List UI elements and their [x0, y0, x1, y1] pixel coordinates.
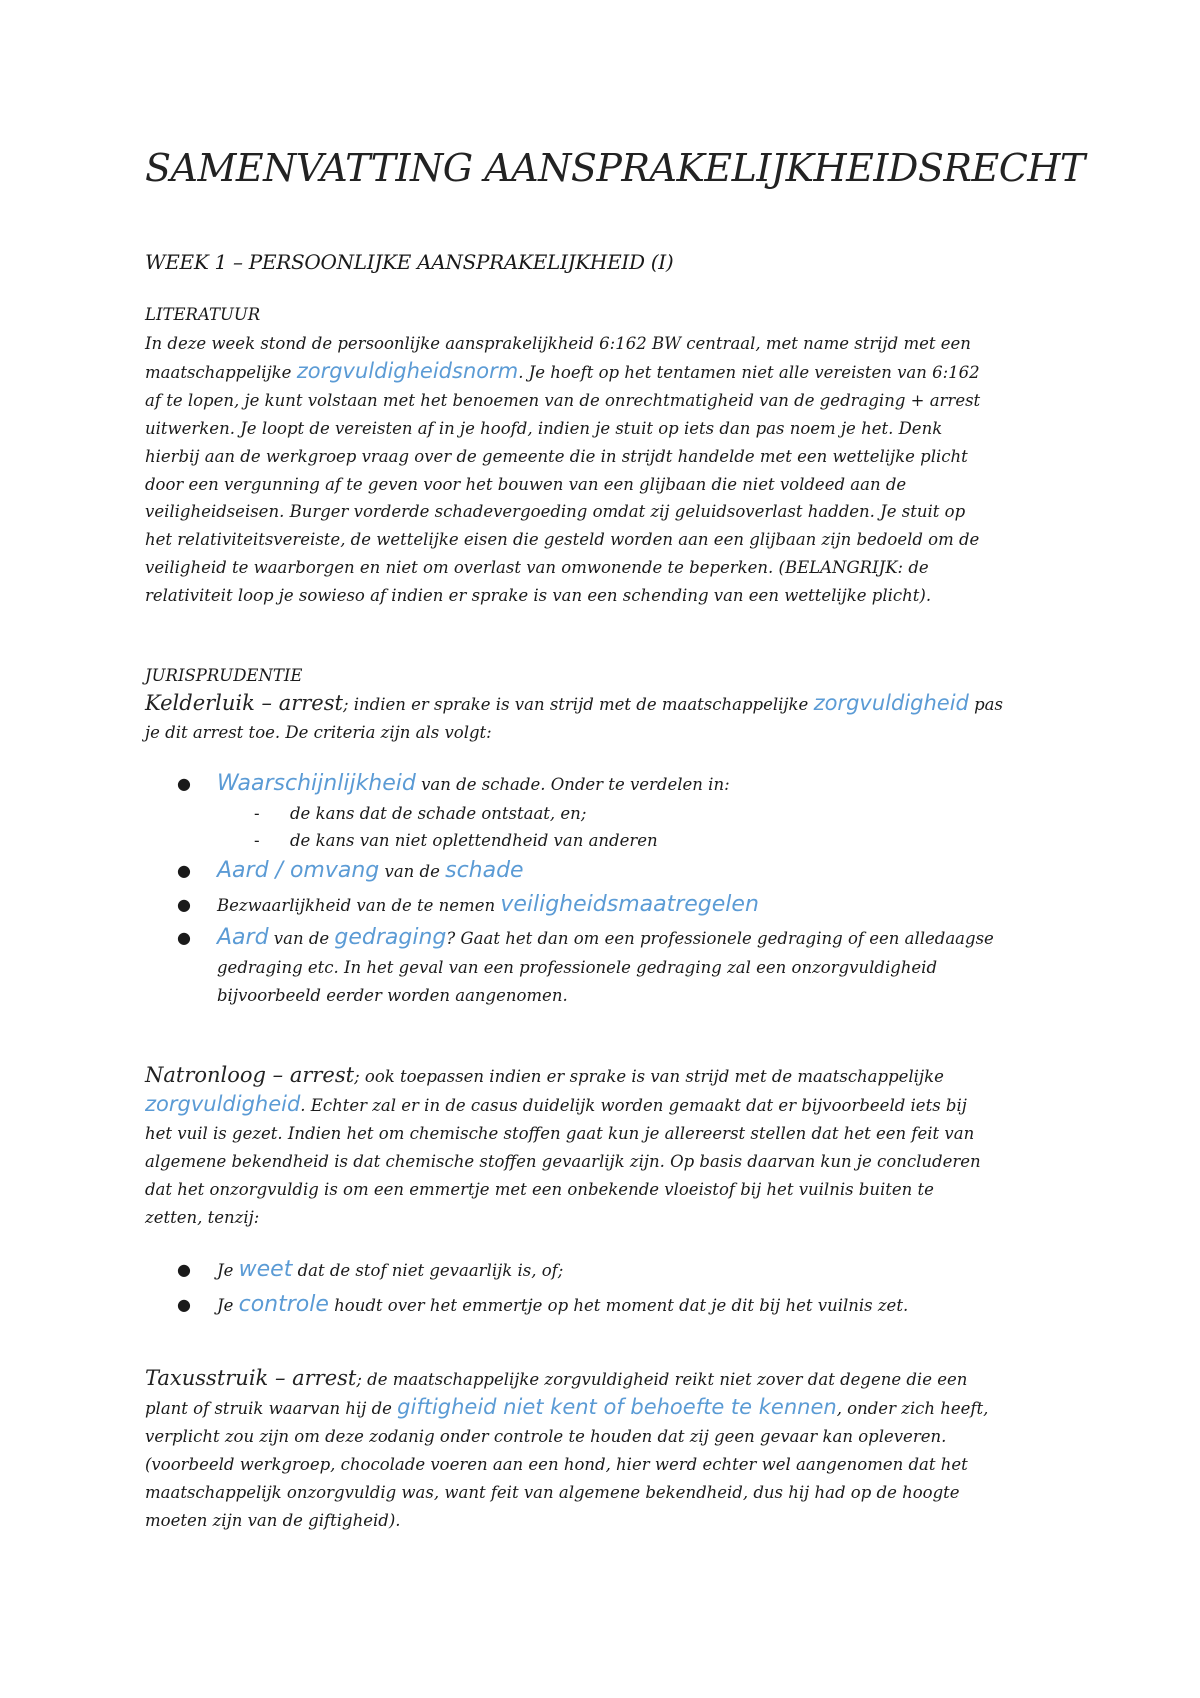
list-item: ● Je weet dat de stof niet gevaarlijk is, of; — [175, 1253, 908, 1288]
kelderluik-paragraph: Kelderluik – arrest; indien er sprake is van strijd met de maatschappelijke zorgvuldigheid pas je dit arrest toe. De criteria zijn als volgt: — [145, 691, 1003, 742]
highlight-term: zorgvuldigheid — [145, 1091, 301, 1116]
bullet-icon: ● — [177, 774, 191, 793]
bullet-icon: ● — [177, 1260, 191, 1279]
list-item: ● Je controle houdt over het emmertje op het moment dat je dit bij het vuilnis zet. — [175, 1288, 908, 1323]
case-name: Taxusstruik – arrest — [145, 1366, 357, 1390]
list-item-continuation: gedraging etc. In het geval van een professionele gedraging zal een onzorgvuldigheid — [217, 958, 938, 977]
sub-list-item: - de kans van niet oplettendheid van anderen — [254, 831, 658, 850]
highlight-term: zorgvuldigheid — [813, 691, 969, 715]
bullet-icon: ● — [177, 895, 191, 914]
list-item: ● Bezwaarlijkheid van de te nemen veiligheidsmaatregelen — [175, 888, 994, 922]
bullet-icon: ● — [177, 1295, 191, 1314]
document-title: SAMENVATTING AANSPRAKELIJKHEIDSRECHT — [145, 146, 1085, 190]
sub-list-item: - de kans dat de schade ontstaat, en; — [254, 804, 587, 823]
kelderluik-criteria-list — [175, 768, 994, 1010]
week-heading: WEEK 1 – PERSOONLIJKE AANSPRAKELIJKHEID (I) — [145, 250, 674, 274]
case-name: Natronloog – arrest — [145, 1063, 355, 1087]
highlight-term: giftigheid niet kent of behoefte te kennen — [397, 1394, 837, 1419]
highlight-term: zorgvuldigheidsnorm — [296, 358, 519, 383]
literature-heading: LITERATUUR — [145, 305, 261, 324]
bullet-icon: ● — [177, 928, 191, 947]
list-item: ● Aard / omvang van de schade — [175, 854, 994, 888]
list-item-continuation: bijvoorbeeld eerder worden aangenomen. — [217, 986, 568, 1005]
jurisprudence-heading: JURISPRUDENTIE — [145, 666, 303, 685]
literature-paragraph: In deze week stond de persoonlijke aansprakelijkheid 6:162 BW centraal, met name strijd met een maatschappelijke zorgvuldigheidsnorm. Je hoeft op het tentamen niet alle vereisten van 6:162 af te lopen, je kunt volstaan met het benoemen van de onrechtmatigheid van de gedraging + arrest uitwerken. Je loopt de vereisten af in je hoofd, indien je stuit op iets dan pas noem je het. Denk hierbij aan de werkgroep vraag over de gemeente die in strijdt handelde met een wettelijke plicht door een vergunning af te geven voor het bouwen van een glijbaan die niet voldeed aan de veiligheidseisen. Burger vorderde schadevergoeding omdat zij geluidsoverlast hadden. Je stuit op het relativiteitsvereiste, de wettelijke eisen die gesteld worden aan een glijbaan zijn bedoeld om de veiligheid te waarborgen en niet om overlast van omwonende te beperken. (BELANGRIJK: de relativiteit loop je sowieso af indien er sprake is van een schending van een wettelijke plicht). — [145, 334, 981, 606]
bullet-icon: ● — [177, 861, 191, 880]
natronloog-exceptions-list — [175, 1253, 908, 1323]
taxusstruik-paragraph: Taxusstruik – arrest; de maatschappelijke zorgvuldigheid reikt niet zover dat degene die een plant of struik waarvan hij de giftigheid niet kent of behoefte te kennen, onder zich heeft, verplicht zou zijn om deze zodanig onder controle te houden dat zij geen gevaar kan opleveren. (voorbeeld werkgroep, chocolade voeren aan een hond, hier werd echter wel aangenomen dat het maatschappelijk onzorgvuldig was, want feit van algemene bekendheid, dus hij had op de hoogte moeten zijn van de giftigheid). — [145, 1366, 989, 1530]
list-item: ● Aard van de gedraging? Gaat het dan om een professionele gedraging of een alledaagse — [175, 922, 994, 954]
case-name: Kelderluik – arrest — [145, 691, 343, 715]
natronloog-paragraph: Natronloog – arrest; ook toepassen indien er sprake is van strijd met de maatschappelijke zorgvuldigheid. Echter zal er in de casus duidelijk worden gemaakt dat er bijvoorbeeld iets bij het vuil is gezet. Indien het om chemische stoffen gaat kun je allereerst stellen dat het een feit van algemene bekendheid is dat chemische stoffen gevaarlijk zijn. Op basis daarvan kun je concluderen dat het onzorgvuldig is om een emmertje met een onbekende vloeistof bij het vuilnis buiten te zetten, tenzij: — [145, 1063, 981, 1227]
list-item: ● Waarschijnlijkheid van de schade. Onder te verdelen in: — [175, 768, 994, 800]
